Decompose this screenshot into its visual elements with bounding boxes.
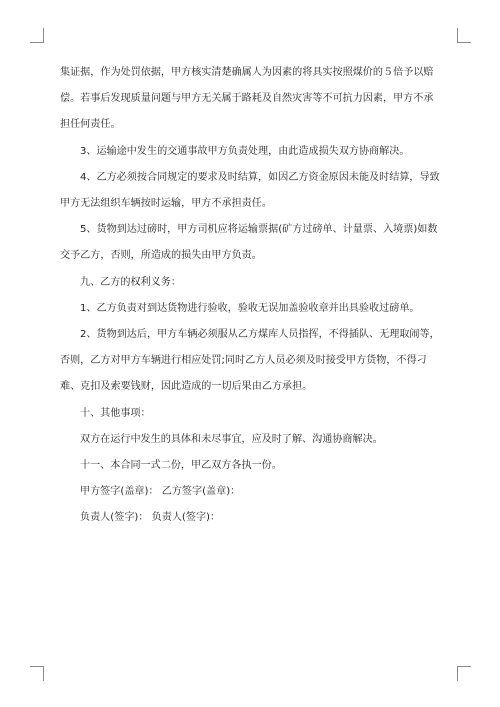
paragraph-traffic-accident-clause: 3、运输途中发生的交通事故甲方负责处理，由此造成损失双方协商解决。 (80, 145, 410, 157)
paragraph-compensation-clause-continued: 集证据，作为处罚依据，甲方核实清楚确属人为因素的将具实按照煤价的５倍予以赔偿。若事后发现质量问题与甲方无关属于路耗及自然灾害等不可抗力因素，甲方不承担任何责任。 (60, 67, 434, 131)
section-heading-party-b-rights: 九、乙方的权利义务： (80, 276, 181, 288)
page-corner-mark-top-right (457, 28, 471, 43)
document-body (60, 60, 441, 532)
paragraph-vehicle-command-clause: 2、货物到达后，甲方车辆必须服从乙方煤库人员指挥，不得插队、无理取闹等，否则，乙方对甲方车辆进行相应处罚;同时乙方人员必须及时接受甲方货物，不得刁难、克扣及索要钱财，因此造成的一切后果由乙方承担。 (60, 329, 440, 393)
paragraph-weighing-documents-clause: 5、货物到达过磅时，甲方司机应将运输票据(矿方过磅单、计量票、入境票)如数交予乙方，否则，所造成的损失由甲方负责。 (60, 224, 438, 262)
paragraph-contract-copies: 十一、本合同一式二份，甲乙双方各执一份。 (80, 460, 282, 472)
paragraph-settlement-clause: 4、乙方必须按合同规定的要求及时结算，如因乙方资金原因未能及时结算，导致甲方无法组织车辆按时运输，甲方不承担责任。 (60, 171, 440, 210)
paragraph-unresolved-matters: 双方在运行中发生的具体和未尽事宜，应及时了解、沟通协商解决。 (80, 433, 383, 445)
section-heading-other-matters: 十、其他事项： (80, 407, 151, 419)
page-corner-mark-bottom-left (30, 666, 44, 681)
paragraph-acceptance-clause: 1、乙方负责对到达货物进行验收，验收无误加盖验收章并出具验收过磅单。 (80, 302, 420, 314)
page-corner-mark-bottom-right (457, 666, 471, 681)
signature-line-responsible-persons: 负责人(签字)： 负责人(签字)： (80, 512, 221, 524)
signature-line-parties: 甲方签字(盖章)： 乙方签字(盖章)： (80, 486, 241, 498)
page-corner-mark-top-left (30, 28, 44, 43)
